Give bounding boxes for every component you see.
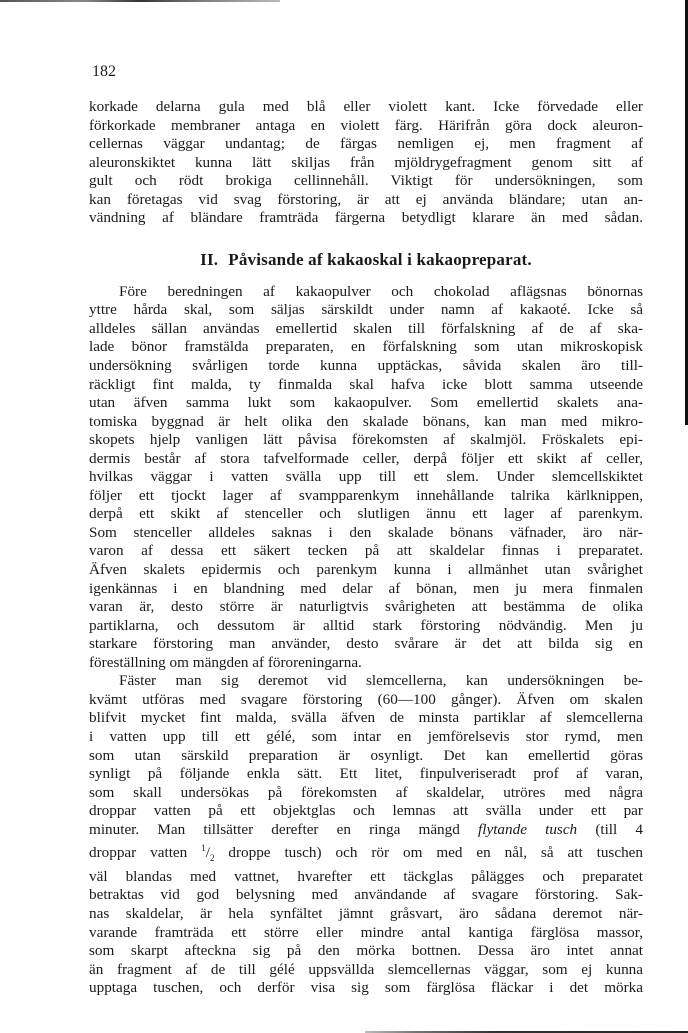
- text-line: vändning af bländare framträda färgerna betydligt klarare än med sådan.: [89, 209, 643, 227]
- text-line: som skall undersökas på förekomsten af skaldelar, utröres med några: [89, 783, 643, 801]
- text-line: aleuronskiktet kunna lätt skiljas från mjöldrygefragment genom sitt af: [89, 153, 643, 171]
- book-page: [89, 62, 643, 998]
- scan-border-top: [0, 0, 280, 2]
- text-line: som utan särskild preparation är osynligt. Det kan emellertid göras: [89, 746, 643, 764]
- text-line: blifvit mycket fint malda, svälla äfven de minsta partiklar af slemcellerna: [89, 709, 643, 727]
- text-line: följer ett tjockt lager af svampparenkym innehållande talrika kärlknippen,: [89, 486, 643, 504]
- text-line: dermis består af stora tafvelformade celler, derpå följer ett skikt af celler,: [89, 449, 643, 467]
- text-line: betraktas vid god belysning med användande af svagare förstoring. Sak-: [89, 886, 643, 904]
- text-line: alldeles sällan användas emellertid skalen till förfalskning af de af ska-: [89, 319, 643, 337]
- text-line: korkade delarna gula med blå eller violett kant. Icke förvedade eller: [89, 98, 643, 115]
- text-run: (till 4: [577, 820, 643, 838]
- text-line: varon af dessa ett säkert tecken på att skaldelar finnas i preparatet.: [89, 542, 643, 560]
- text-line: starkare förstoring man använder, desto svårare är det att bilda sig en: [89, 635, 643, 653]
- text-line: kvämt utföras med svagare förstoring (60—100 gånger). Äfven om skalen: [89, 690, 643, 708]
- text-run: droppar vatten: [89, 844, 202, 862]
- text-line: Fäster man sig deremot vid slemcellerna, kan undersökningen be-: [119, 672, 643, 690]
- paragraph-1: [89, 283, 643, 672]
- text-line: än fragment af de till gélé uppsvällda slemcellernas väggar, som ej kunna: [89, 960, 643, 978]
- text-line: gult och rödt brokiga cellinnehåll. Viktigt för undersökningen, som: [89, 172, 643, 190]
- text-line: i vatten upp till ett gélé, som intar en jemförelsevis stor rymd, men: [89, 727, 643, 745]
- intro-paragraph: [89, 98, 643, 228]
- text-line: lade bönor framstälda preparaten, en förfalskning som utan mikroskopisk: [89, 338, 643, 356]
- fraction-numerator: 1: [201, 843, 206, 854]
- text-line: väl blandas med vattnet, hvarefter ett täckglas pålägges och preparatet: [89, 867, 643, 885]
- text-line: varande framträda ett större eller mindre antal kantiga färglösa massor,: [89, 923, 643, 941]
- text-line: derpå ett skikt af stenceller och slutligen ännu ett lager af parenkym.: [89, 505, 643, 523]
- text-line: varan är, desto större är naturligtvis svårigheten att bestämma de olika: [89, 598, 643, 616]
- fraction-denominator: 2: [209, 853, 215, 864]
- italic-term: flytande tusch: [478, 820, 578, 838]
- text-line: Äfven skalets epidermis och parenkym kunna i allmänhet utan svårighet: [89, 561, 643, 579]
- text-line: skopets hjelp vanligen lätt påvisa förekomsten af skalmjöl. Fröskalets epi-: [89, 431, 643, 449]
- section-title: Påvisande af kakaoskal i kakaopreparat.: [228, 249, 532, 269]
- text-line: Före beredningen af kakaopulver och chokolad aflägsnas bönornas: [119, 282, 643, 300]
- text-line-with-fraction: [89, 839, 643, 868]
- text-line: cellernas väggar undantag; de färgas nemligen ej, men fragment af: [89, 135, 643, 153]
- text-line: synligt på följande enkla sätt. Ett litet, finpulveriseradt prof af varan,: [89, 765, 643, 783]
- text-line-with-italic: [89, 821, 643, 840]
- text-line: igenkännas i en blandning med delar af bönan, men ju mera finmalen: [89, 579, 643, 597]
- paragraph-2: [89, 672, 643, 997]
- section-heading: [89, 250, 643, 270]
- text-line: undersökning svårligen torde kunna upptäckas, såvida skalen äro till-: [89, 357, 643, 375]
- fraction-slash: /: [205, 844, 210, 862]
- text-line: tomiska byggnad är helt olika den skalade bönans, kan man med mikro-: [89, 412, 643, 430]
- text-line: förkorkade membraner antaga en violett färg. Härifrån göra dock aleuron-: [89, 116, 643, 134]
- text-line: räckligt fint malda, ty finmalda skal hafva icke blott samma utseende: [89, 375, 643, 393]
- text-line: nas skaldelar, är hela synfältet jämnt gråsvart, äro sådana deremot när-: [89, 904, 643, 922]
- text-line: som skarpt afteckna sig på den mörka bottnen. Dessa äro intet annat: [89, 942, 643, 960]
- text-line: hvilkas väggar i vatten svälla upp till ett slem. Under slemcellskiktet: [89, 468, 643, 486]
- text-line: föreställning om mängden af föroreningarna.: [89, 653, 362, 671]
- text-line: partiklarna, och dessutom är alltid stark förstoring nödvändig. Men ju: [89, 616, 643, 634]
- text-line: yttre hårda skal, som säljas särskildt under namn af kakaoté. Icke så: [89, 301, 643, 319]
- text-line: upptaga tuschen, och derför visa sig som färglösa fläckar i det mörka: [89, 979, 643, 997]
- text-line: Som stenceller alldeles saknas i den skalade bönans väfnader, äro när-: [89, 523, 643, 541]
- page-number: 182: [92, 63, 116, 80]
- text-run: minuter. Man tillsätter derefter en ringa mängd: [89, 820, 479, 838]
- text-run: droppe tusch) och rör om med en nål, så att tuschen: [214, 844, 643, 862]
- text-line: kan företagas vid svag förstoring, är att ej använda bländare; utan an-: [89, 190, 643, 208]
- section-numeral: II.: [200, 249, 219, 269]
- text-line: droppar vatten på ett objektglas och lemnas att svälla under ett par: [89, 802, 643, 820]
- text-line: utan äfven samma lukt som kakaopulver. Som emellertid skalets ana-: [89, 394, 643, 412]
